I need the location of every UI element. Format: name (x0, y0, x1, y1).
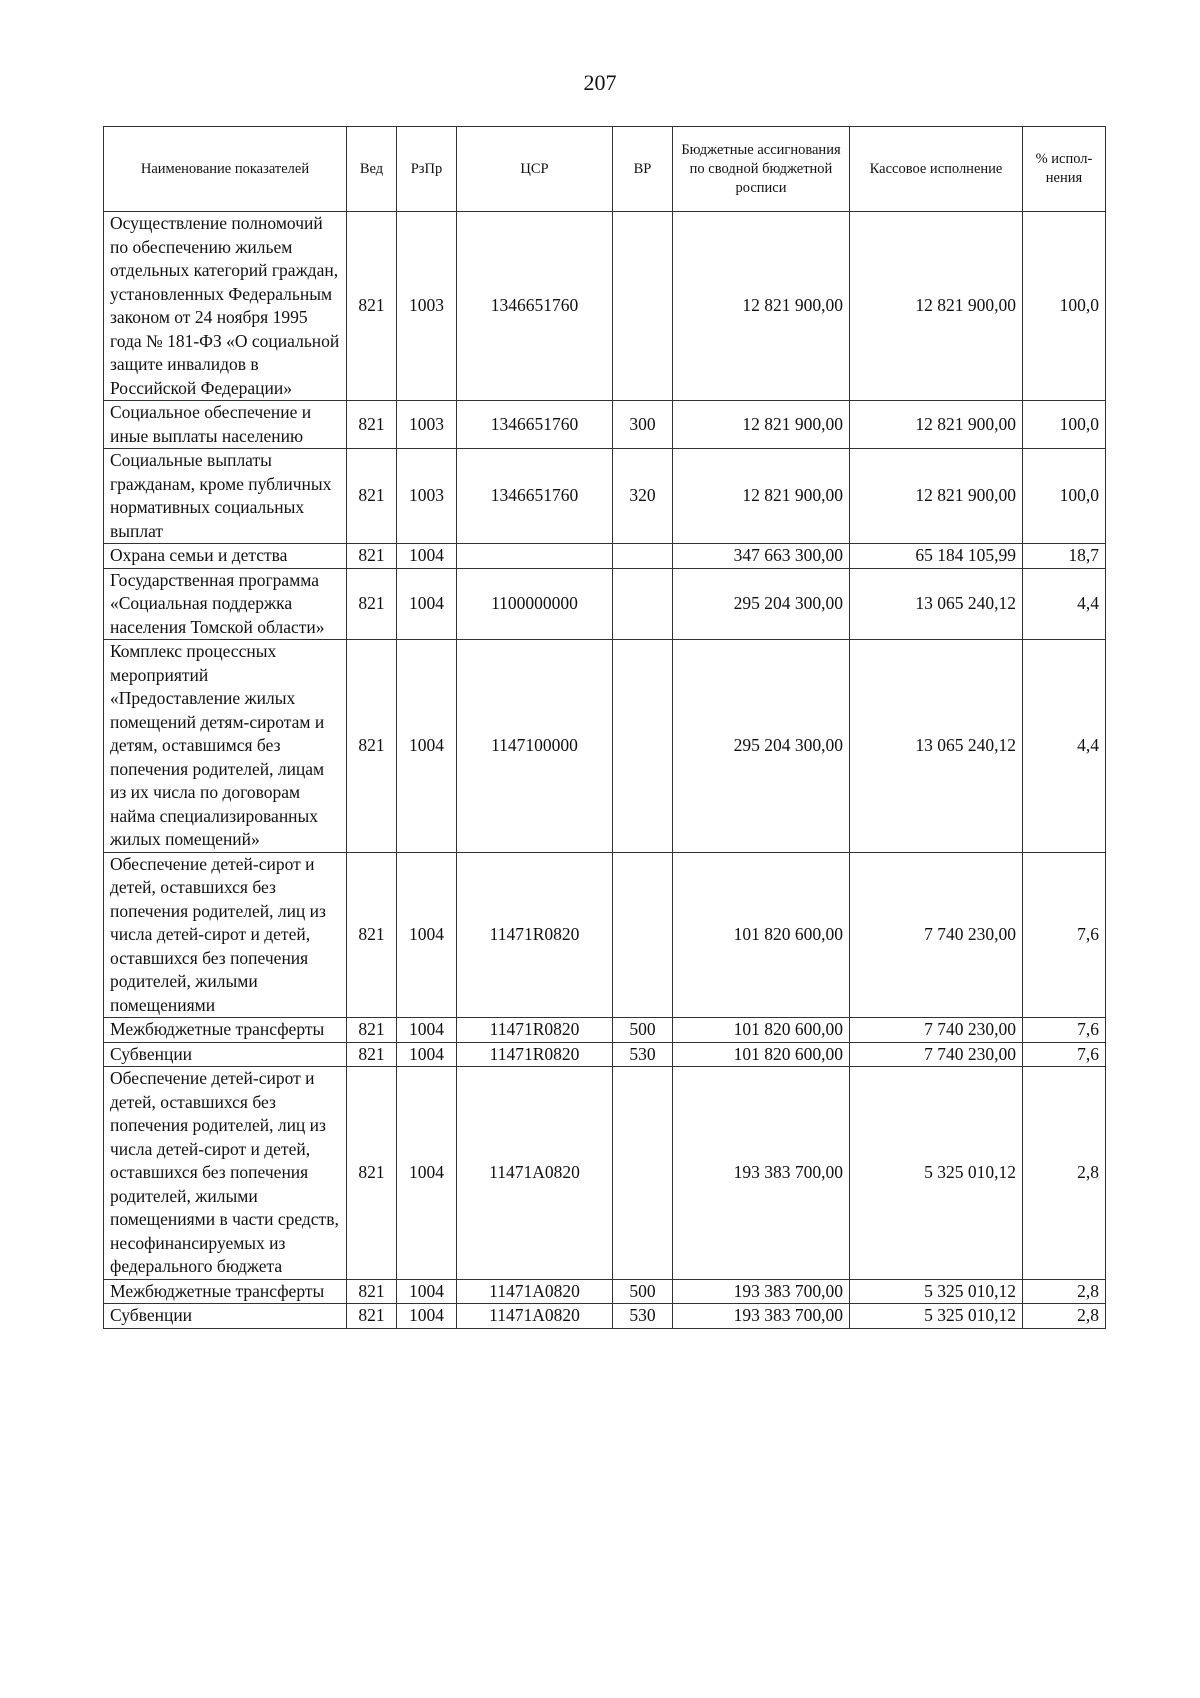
cell-execution-percent: 7,6 (1023, 852, 1106, 1018)
table-row (104, 852, 1106, 1018)
cell-cash-execution: 12 821 900,00 (850, 212, 1023, 401)
header-csr: ЦСР (457, 127, 613, 212)
cell-cash-execution: 65 184 105,99 (850, 544, 1023, 569)
table-row (104, 449, 1106, 544)
cell-budget-allocations: 347 663 300,00 (673, 544, 850, 569)
cell-ved: 821 (347, 449, 397, 544)
header-row (104, 127, 1106, 212)
cell-cash-execution: 5 325 010,12 (850, 1279, 1023, 1304)
cell-vr (613, 852, 673, 1018)
cell-ved: 821 (347, 568, 397, 640)
cell-budget-allocations: 193 383 700,00 (673, 1279, 850, 1304)
cell-indicator-name: Субвенции (104, 1304, 347, 1329)
cell-ved: 821 (347, 1279, 397, 1304)
cell-ved: 821 (347, 212, 397, 401)
cell-rzpr: 1004 (397, 852, 457, 1018)
cell-ved: 821 (347, 1067, 397, 1280)
cell-budget-allocations: 295 204 300,00 (673, 640, 850, 853)
cell-ved: 821 (347, 1042, 397, 1067)
cell-indicator-name: Комплекс процессных мероприятий «Предоставление жилых помещений детям-сиротам и детям, оставшимся без попечения родителей, лицам из их числа по договорам найма специализированных жилых помещений» (104, 640, 347, 853)
cell-cash-execution: 7 740 230,00 (850, 1018, 1023, 1043)
table-row (104, 1042, 1106, 1067)
cell-budget-allocations: 12 821 900,00 (673, 212, 850, 401)
cell-rzpr: 1004 (397, 1042, 457, 1067)
cell-csr: 1346651760 (457, 212, 613, 401)
header-indicator-name: Наименование показателей (104, 127, 347, 212)
cell-rzpr: 1004 (397, 1279, 457, 1304)
cell-execution-percent: 4,4 (1023, 640, 1106, 853)
cell-execution-percent: 7,6 (1023, 1018, 1106, 1043)
cell-vr: 500 (613, 1279, 673, 1304)
cell-cash-execution: 5 325 010,12 (850, 1067, 1023, 1280)
cell-rzpr: 1004 (397, 1067, 457, 1280)
cell-csr: 11471А0820 (457, 1279, 613, 1304)
cell-indicator-name: Охрана семьи и детства (104, 544, 347, 569)
table-row (104, 1018, 1106, 1043)
cell-execution-percent: 100,0 (1023, 449, 1106, 544)
header-ved: Вед (347, 127, 397, 212)
header-rzpr: РзПр (397, 127, 457, 212)
cell-cash-execution: 5 325 010,12 (850, 1304, 1023, 1329)
cell-indicator-name: Межбюджетные трансферты (104, 1018, 347, 1043)
cell-vr (613, 568, 673, 640)
cell-vr (613, 212, 673, 401)
cell-execution-percent: 4,4 (1023, 568, 1106, 640)
cell-indicator-name: Государственная программа «Социальная поддержка населения Томской области» (104, 568, 347, 640)
cell-rzpr: 1004 (397, 568, 457, 640)
cell-ved: 821 (347, 401, 397, 449)
cell-rzpr: 1003 (397, 401, 457, 449)
cell-ved: 821 (347, 852, 397, 1018)
table-row (104, 1279, 1106, 1304)
cell-csr: 1100000000 (457, 568, 613, 640)
header-execution-percent: % испол-нения (1023, 127, 1106, 212)
cell-csr (457, 544, 613, 569)
cell-cash-execution: 13 065 240,12 (850, 640, 1023, 853)
table-row (104, 1067, 1106, 1280)
cell-budget-allocations: 101 820 600,00 (673, 852, 850, 1018)
cell-budget-allocations: 193 383 700,00 (673, 1304, 850, 1329)
cell-vr (613, 640, 673, 853)
cell-csr: 1346651760 (457, 401, 613, 449)
table-row (104, 544, 1106, 569)
cell-vr: 530 (613, 1304, 673, 1329)
cell-execution-percent: 7,6 (1023, 1042, 1106, 1067)
cell-rzpr: 1003 (397, 212, 457, 401)
cell-ved: 821 (347, 1018, 397, 1043)
cell-vr (613, 1067, 673, 1280)
cell-budget-allocations: 101 820 600,00 (673, 1018, 850, 1043)
cell-vr: 300 (613, 401, 673, 449)
cell-execution-percent: 2,8 (1023, 1067, 1106, 1280)
table-row (104, 212, 1106, 401)
cell-cash-execution: 13 065 240,12 (850, 568, 1023, 640)
table-row (104, 401, 1106, 449)
cell-csr: 11471А0820 (457, 1304, 613, 1329)
cell-indicator-name: Социальное обеспечение и иные выплаты населению (104, 401, 347, 449)
cell-budget-allocations: 193 383 700,00 (673, 1067, 850, 1280)
cell-rzpr: 1003 (397, 449, 457, 544)
cell-vr: 500 (613, 1018, 673, 1043)
header-budget-allocations: Бюджетные ассигнования по сводной бюджетной росписи (673, 127, 850, 212)
cell-budget-allocations: 101 820 600,00 (673, 1042, 850, 1067)
cell-indicator-name: Субвенции (104, 1042, 347, 1067)
cell-csr: 11471R0820 (457, 1018, 613, 1043)
cell-ved: 821 (347, 640, 397, 853)
cell-csr: 11471R0820 (457, 1042, 613, 1067)
cell-rzpr: 1004 (397, 544, 457, 569)
cell-ved: 821 (347, 1304, 397, 1329)
cell-indicator-name: Обеспечение детей-сирот и детей, оставшихся без попечения родителей, лиц из числа детей-сирот и детей, оставшихся без попечения родителей, жилыми помещениями (104, 852, 347, 1018)
table-body (104, 212, 1106, 1329)
cell-csr: 11471R0820 (457, 852, 613, 1018)
page-number: 207 (583, 70, 617, 95)
cell-budget-allocations: 12 821 900,00 (673, 401, 850, 449)
budget-execution-table (103, 126, 1106, 1329)
cell-csr: 1147100000 (457, 640, 613, 853)
cell-execution-percent: 2,8 (1023, 1279, 1106, 1304)
table-row (104, 1304, 1106, 1329)
cell-csr: 1346651760 (457, 449, 613, 544)
cell-execution-percent: 18,7 (1023, 544, 1106, 569)
cell-budget-allocations: 295 204 300,00 (673, 568, 850, 640)
cell-indicator-name: Социальные выплаты гражданам, кроме публичных нормативных социальных выплат (104, 449, 347, 544)
cell-vr (613, 544, 673, 569)
cell-cash-execution: 12 821 900,00 (850, 449, 1023, 544)
cell-rzpr: 1004 (397, 1304, 457, 1329)
cell-execution-percent: 2,8 (1023, 1304, 1106, 1329)
table-row (104, 640, 1106, 853)
cell-rzpr: 1004 (397, 640, 457, 853)
header-cash-execution: Кассовое исполнение (850, 127, 1023, 212)
cell-indicator-name: Осуществление полномочий по обеспечению жильем отдельных категорий граждан, установленных Федеральным законом от 24 ноября 1995 года № 181-ФЗ «О социальной защите инвалидов в Российской Федерации» (104, 212, 347, 401)
cell-rzpr: 1004 (397, 1018, 457, 1043)
header-vr: ВР (613, 127, 673, 212)
cell-execution-percent: 100,0 (1023, 401, 1106, 449)
cell-cash-execution: 7 740 230,00 (850, 852, 1023, 1018)
cell-indicator-name: Межбюджетные трансферты (104, 1279, 347, 1304)
cell-cash-execution: 7 740 230,00 (850, 1042, 1023, 1067)
cell-execution-percent: 100,0 (1023, 212, 1106, 401)
cell-budget-allocations: 12 821 900,00 (673, 449, 850, 544)
table-row (104, 568, 1106, 640)
cell-vr: 530 (613, 1042, 673, 1067)
cell-vr: 320 (613, 449, 673, 544)
cell-cash-execution: 12 821 900,00 (850, 401, 1023, 449)
cell-ved: 821 (347, 544, 397, 569)
cell-csr: 11471А0820 (457, 1067, 613, 1280)
cell-indicator-name: Обеспечение детей-сирот и детей, оставшихся без попечения родителей, лиц из числа детей-сирот и детей, оставшихся без попечения родителей, жилыми помещениями в части средств, несофинансируемых из федерального бюджета (104, 1067, 347, 1280)
